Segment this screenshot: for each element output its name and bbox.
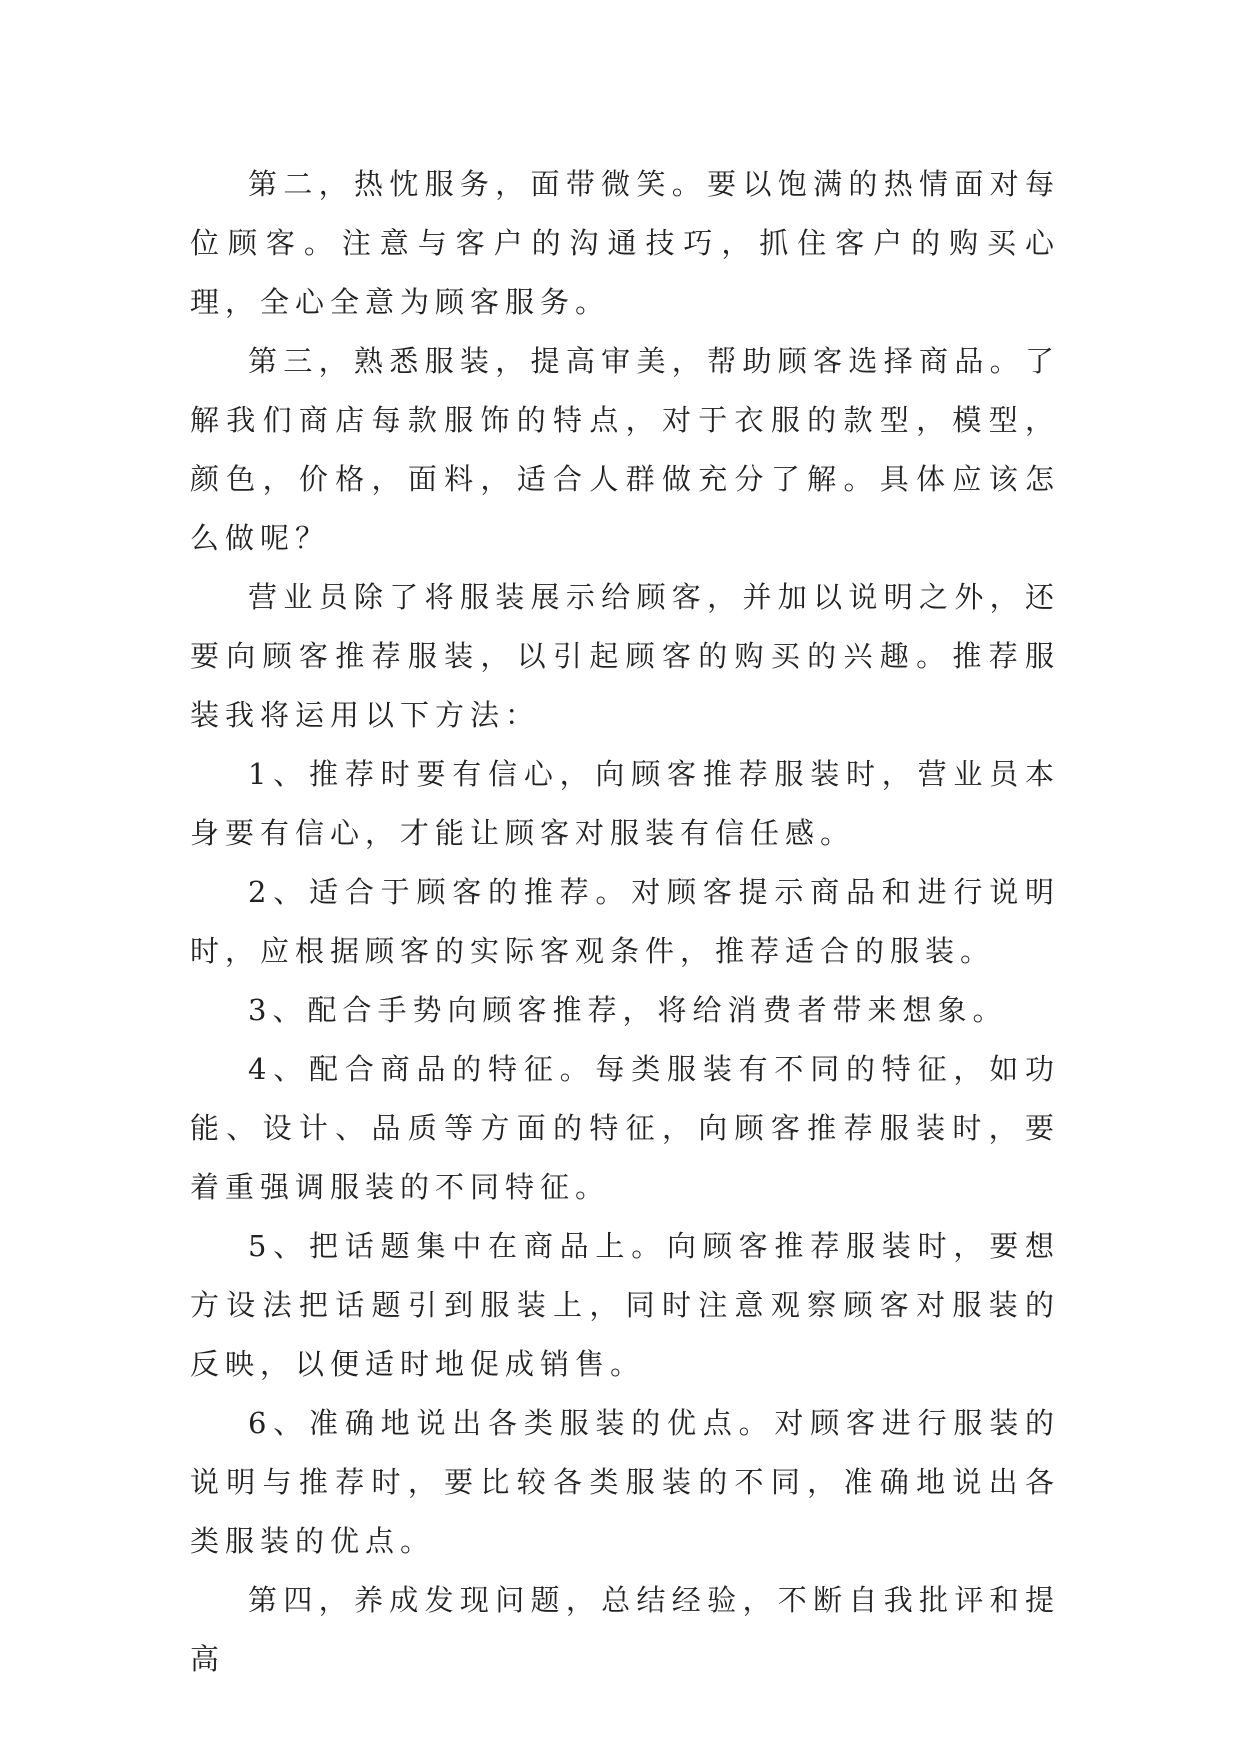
- paragraph-recommend-intro: 营业员除了将服装展示给顾客，并加以说明之外，还要向顾客推荐服装，以引起顾客的购买的兴趣。推荐服装我将运用以下方法：: [190, 580, 1060, 732]
- paragraph-know-clothing: 第三，熟悉服装，提高审美，帮助顾客选择商品。了解我们商店每款服饰的特点，对于衣服的款型，模型，颜色，价格，面料，适合人群做充分了解。具体应该怎么做呢？: [190, 344, 1060, 555]
- list-item-suitable: 2、适合于顾客的推荐。对顾客提示商品和进行说明时，应根据顾客的实际客观条件，推荐适合的服装。: [190, 875, 1060, 968]
- list-item-confidence: 1、推荐时要有信心，向顾客推荐服装时，营业员本身要有信心，才能让顾客对服装有信任感。: [190, 757, 1060, 850]
- list-item-features: 4、配合商品的特征。每类服装有不同的特征，如功能、设计、品质等方面的特征，向顾客推荐服装时，要着重强调服装的不同特征。: [190, 1052, 1060, 1204]
- list-item-gestures: 3、配合手势向顾客推荐，将给消费者带来想象。: [248, 993, 1008, 1027]
- paragraph-service-attitude: 第二，热忱服务，面带微笑。要以饱满的热情面对每位顾客。注意与客户的沟通技巧，抓住客户的购买心理，全心全意为顾客服务。: [190, 167, 1060, 319]
- list-item-advantages: 6、准确地说出各类服装的优点。对顾客进行服装的说明与推荐时，要比较各类服装的不同，准确地说出各类服装的优点。: [190, 1406, 1060, 1558]
- list-item-focus-topic: 5、把话题集中在商品上。向顾客推荐服装时，要想方设法把话题引到服装上，同时注意观察顾客对服装的反映，以便适时地促成销售。: [190, 1229, 1060, 1381]
- paragraph-self-improvement: 第四，养成发现问题，总结经验，不断自我批评和提高: [190, 1583, 1060, 1676]
- document-body: [190, 155, 1060, 1689]
